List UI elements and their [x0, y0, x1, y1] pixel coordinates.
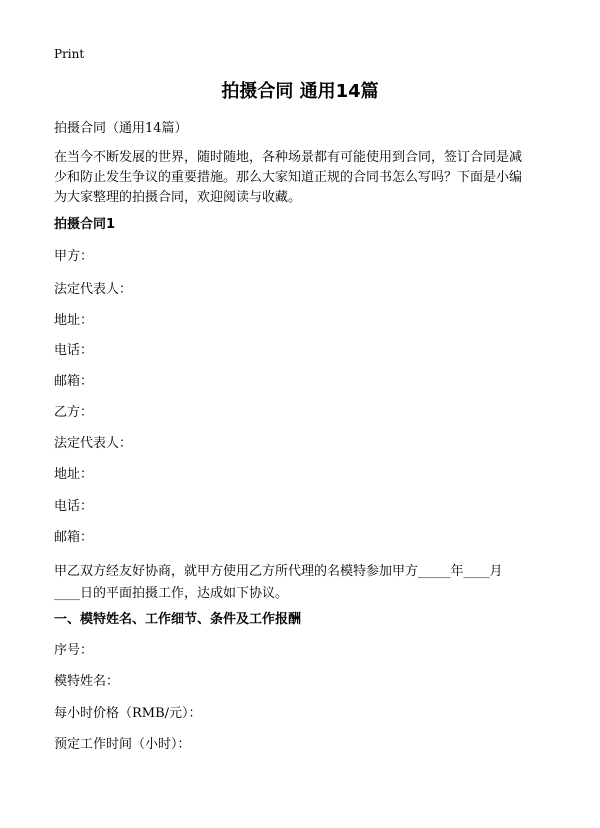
model-name-field: 模特姓名： — [54, 674, 120, 689]
agreement-paragraph — [54, 561, 503, 605]
party-a-phone: 电话： — [54, 343, 94, 358]
party-b-label: 乙方： — [54, 405, 94, 420]
party-b-address: 地址： — [54, 467, 94, 482]
intro-line: 为大家整理的拍摄合同，欢迎阅读与收藏。 — [54, 190, 302, 205]
section-heading: 拍摄合同1 — [54, 217, 116, 232]
intro-paragraph — [54, 148, 550, 208]
print-label: Print — [54, 47, 85, 61]
intro-line: 在当今不断发展的世界，随时随地，各种场景都有可能使用到合同，签订合同是减 — [54, 150, 523, 165]
party-a-representative: 法定代表人： — [54, 282, 133, 297]
party-b-phone: 电话： — [54, 499, 94, 514]
scheduled-hours-field: 预定工作时间（小时）： — [54, 737, 191, 752]
agreement-line: ____日的平面拍摄工作，达成如下协议。 — [54, 586, 289, 601]
party-b-representative: 法定代表人： — [54, 436, 133, 451]
document-title: 拍摄合同 通用14篇 — [221, 81, 379, 102]
serial-field: 序号： — [54, 643, 94, 658]
party-a-address: 地址： — [54, 313, 94, 328]
hourly-price-field: 每小时价格（RMB/元）： — [54, 706, 202, 721]
clause-heading: 一、模特姓名、工作细节、条件及工作报酬 — [54, 612, 302, 627]
party-a-email: 邮箱： — [54, 374, 94, 389]
party-b-email: 邮箱： — [54, 530, 94, 545]
document-subtitle: 拍摄合同（通用14篇） — [54, 121, 188, 136]
agreement-line: 甲乙双方经友好协商，就甲方使用乙方所代理的名模特参加甲方_____年____月 — [54, 564, 503, 579]
intro-line: 少和防止发生争议的重要措施。那么大家知道正规的合同书怎么写吗？下面是小编 — [54, 170, 523, 185]
party-a-label: 甲方： — [54, 249, 94, 264]
